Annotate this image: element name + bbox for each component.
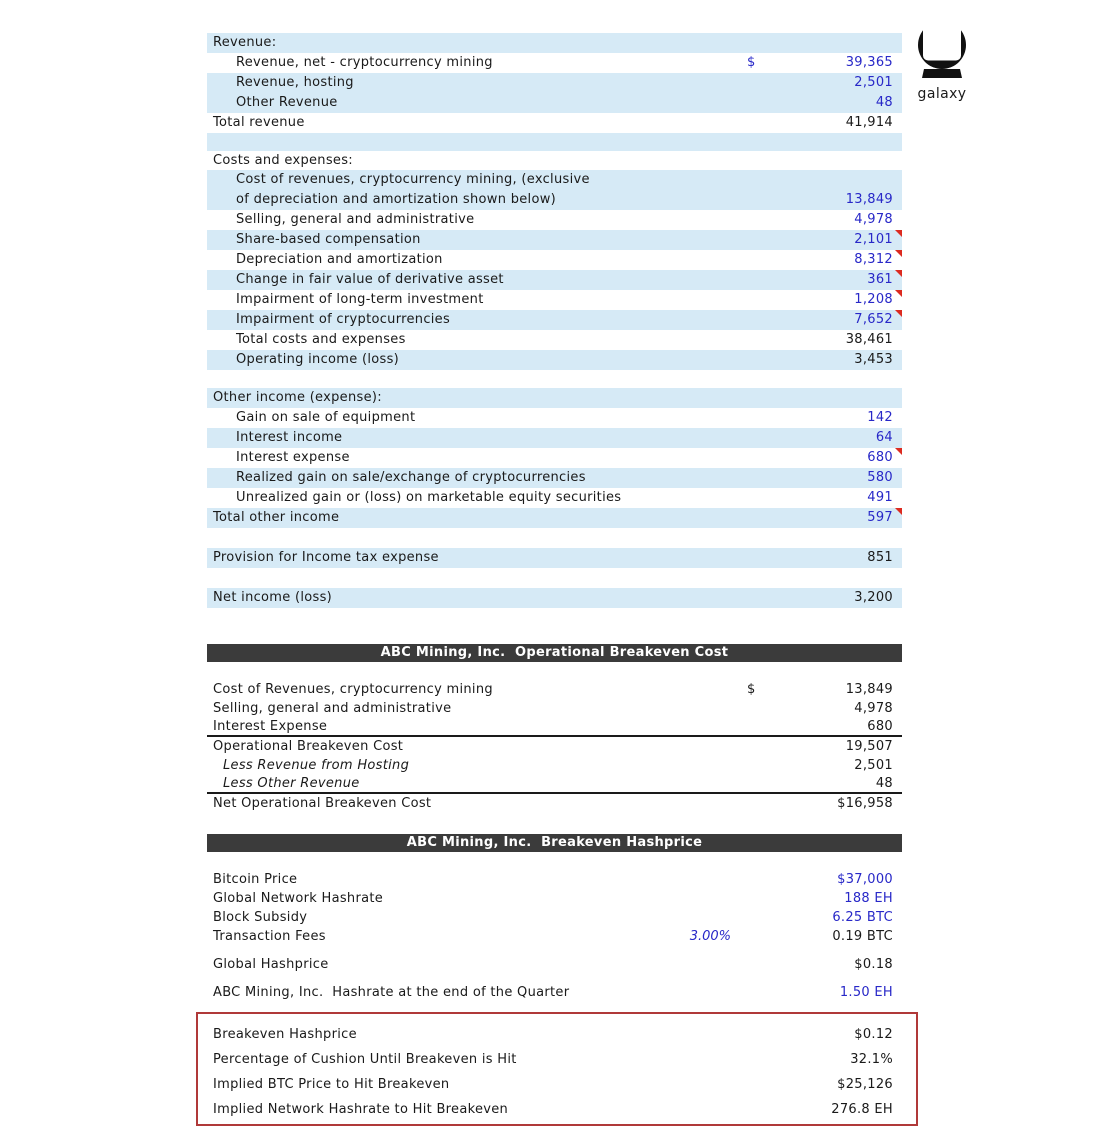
statement-row — [207, 33, 902, 53]
statement-row — [207, 270, 902, 290]
statement-row — [207, 699, 902, 718]
statement-row — [207, 488, 902, 508]
spacer-row — [207, 528, 902, 548]
statement-row — [207, 794, 902, 814]
spacer-row — [207, 662, 902, 680]
cell-label[interactable]: Revenue, net - cryptocurrency mining — [236, 55, 493, 70]
statement-row — [207, 428, 902, 448]
cell-label[interactable]: Realized gain on sale/exchange of cryptocurrencies — [236, 470, 586, 485]
statement-row — [207, 230, 902, 250]
cell-value[interactable]: 41,914 — [845, 115, 893, 130]
statement-row — [207, 870, 902, 889]
cell-label[interactable]: Total revenue — [213, 115, 305, 130]
cell-label[interactable]: Less Revenue from Hosting — [223, 757, 410, 773]
cell-label[interactable]: Global Hashprice — [213, 956, 329, 972]
spacer-row — [207, 814, 902, 834]
cell-label[interactable]: Net income (loss) — [213, 590, 333, 605]
statement-row — [207, 588, 902, 608]
statement-row — [207, 983, 902, 1002]
cell-value[interactable]: 48 — [875, 775, 893, 791]
cell-label[interactable]: Provision for Income tax expense — [213, 550, 439, 565]
cell-value[interactable]: 276.8 EH — [831, 1101, 893, 1117]
statement-row — [207, 448, 902, 468]
cell-label[interactable]: Transaction Fees — [213, 928, 326, 944]
cell-label[interactable]: Impairment of cryptocurrencies — [236, 312, 451, 327]
cell-value[interactable]: 851 — [867, 550, 893, 565]
section-header-bar: ABC Mining, Inc. Operational Breakeven Cost — [207, 644, 902, 662]
cell-label[interactable]: Impairment of long-term investment — [236, 292, 484, 307]
spacer-row — [207, 133, 902, 151]
statement-row — [198, 1097, 916, 1122]
statement-row — [207, 350, 902, 370]
spacer-row — [207, 370, 902, 388]
cell-value[interactable]: 39,365 — [845, 55, 893, 70]
statement-row — [198, 1047, 916, 1072]
cell-label[interactable]: Global Network Hashrate — [213, 890, 384, 906]
cell-label[interactable]: Unrealized gain or (loss) on marketable equity securities — [236, 490, 622, 505]
statement-row — [207, 908, 902, 927]
income-statement — [207, 33, 902, 1002]
cell-value[interactable]: 3,453 — [854, 352, 893, 367]
statement-row — [207, 718, 902, 737]
cell-mid-value[interactable]: $ — [747, 681, 756, 697]
statement-row — [207, 330, 902, 350]
cell-value[interactable]: 2,501 — [854, 757, 893, 773]
cell-value[interactable]: 0.19 BTC — [832, 928, 893, 944]
cell-value[interactable]: $25,126 — [837, 1076, 893, 1092]
cell-label[interactable]: Other income (expense): — [213, 390, 382, 405]
cell-mid-value[interactable]: 3.00% — [689, 928, 731, 944]
statement-row — [207, 151, 902, 170]
galaxy-wordmark: galaxy — [917, 86, 967, 102]
cell-value[interactable]: 361 — [867, 272, 893, 287]
cell-label[interactable]: Interest Expense — [213, 718, 328, 734]
statement-row — [207, 680, 902, 699]
cell-value[interactable]: 2,101 — [854, 232, 893, 247]
cell-label[interactable]: Implied BTC Price to Hit Breakeven — [213, 1076, 450, 1092]
statement-row — [198, 1072, 916, 1097]
statement-row — [207, 310, 902, 330]
cell-label[interactable]: Revenue, hosting — [236, 75, 354, 90]
cell-value[interactable]: 3,200 — [854, 590, 893, 605]
cell-label[interactable]: Interest expense — [236, 450, 350, 465]
cell-value[interactable]: $37,000 — [837, 871, 893, 887]
cell-value[interactable]: 1.50 EH — [839, 984, 893, 1000]
cell-value[interactable]: 19,507 — [845, 738, 893, 754]
statement-row — [207, 756, 902, 775]
cell-value[interactable]: 64 — [875, 430, 893, 445]
cell-label[interactable]: Gain on sale of equipment — [236, 410, 416, 425]
cell-value[interactable]: 6.25 BTC — [832, 909, 893, 925]
galaxy-logo-icon — [916, 20, 968, 82]
cell-value[interactable]: 680 — [867, 450, 893, 465]
cell-label[interactable]: Interest income — [236, 430, 343, 445]
cell-value[interactable]: 38,461 — [845, 332, 893, 347]
cell-label[interactable]: Total other income — [213, 510, 340, 525]
statement-row — [207, 955, 902, 974]
statement-row — [207, 775, 902, 794]
statement-row — [207, 290, 902, 310]
galaxy-logo — [912, 20, 972, 102]
cell-value[interactable]: 48 — [875, 95, 893, 110]
cell-value[interactable]: 2,501 — [854, 75, 893, 90]
cell-value[interactable]: $0.12 — [854, 1026, 893, 1042]
cell-label[interactable]: Less Other Revenue — [223, 775, 360, 791]
cell-value[interactable]: 4,978 — [854, 700, 893, 716]
cell-label[interactable]: Total costs and expenses — [236, 332, 406, 347]
cell-value[interactable]: 8,312 — [854, 252, 893, 267]
cell-label[interactable]: Percentage of Cushion Until Breakeven is Hit — [213, 1051, 517, 1067]
cell-value[interactable]: 32.1% — [850, 1051, 893, 1067]
spacer-row — [207, 568, 902, 588]
cell-mid-value[interactable]: $ — [747, 55, 756, 70]
cell-label[interactable]: Selling, general and administrative — [213, 700, 452, 716]
cell-value[interactable]: $16,958 — [837, 796, 893, 811]
cell-value[interactable]: $0.18 — [854, 956, 893, 972]
cell-value[interactable]: 188 EH — [844, 890, 893, 906]
statement-row — [207, 170, 902, 210]
cell-value[interactable]: 580 — [867, 470, 893, 485]
cell-value[interactable]: 680 — [867, 718, 893, 734]
cell-label[interactable]: Cost of revenues, cryptocurrency mining, (exclusive — [236, 172, 590, 187]
statement-row — [207, 250, 902, 270]
cell-label[interactable]: Other Revenue — [236, 95, 338, 110]
statement-row — [207, 53, 902, 73]
cell-label[interactable]: Cost of Revenues, cryptocurrency mining — [213, 681, 493, 697]
cell-value[interactable]: 13,849 — [845, 192, 893, 207]
cell-value[interactable]: 491 — [867, 490, 893, 505]
cell-label[interactable]: ABC Mining, Inc. Hashrate at the end of the Quarter — [213, 984, 570, 1000]
statement-row — [207, 468, 902, 488]
cell-label[interactable]: Breakeven Hashprice — [213, 1026, 357, 1042]
cell-value[interactable]: 1,208 — [854, 292, 893, 307]
cell-label[interactable]: Bitcoin Price — [213, 871, 298, 887]
cell-label[interactable]: Share-based compensation — [236, 232, 421, 247]
cell-label[interactable]: Revenue: — [213, 35, 277, 50]
cell-value[interactable]: 7,652 — [854, 312, 893, 327]
cell-value[interactable]: 142 — [867, 410, 893, 425]
statement-row — [207, 210, 902, 230]
spacer-row — [207, 608, 902, 644]
cell-label[interactable]: of depreciation and amortization shown below) — [236, 192, 557, 207]
cell-value[interactable]: 13,849 — [845, 681, 893, 697]
statement-row — [207, 73, 902, 93]
cell-label[interactable]: Operational Breakeven Cost — [213, 738, 404, 754]
cell-label[interactable]: Block Subsidy — [213, 909, 308, 925]
cell-label[interactable]: Depreciation and amortization — [236, 252, 443, 267]
statement-row — [207, 927, 902, 946]
cell-value[interactable]: 4,978 — [854, 212, 893, 227]
statement-row — [198, 1022, 916, 1047]
breakeven-highlight-box — [196, 1012, 918, 1126]
cell-label[interactable]: Selling, general and administrative — [236, 212, 475, 227]
statement-row — [207, 388, 902, 408]
cell-label[interactable]: Implied Network Hashrate to Hit Breakeven — [213, 1101, 509, 1117]
section-header-bar: ABC Mining, Inc. Breakeven Hashprice — [207, 834, 902, 852]
cell-label[interactable]: Costs and expenses: — [213, 152, 353, 168]
statement-row — [207, 93, 902, 113]
cell-label[interactable]: Operating income (loss) — [236, 352, 400, 367]
statement-row — [207, 113, 902, 133]
statement-row — [207, 508, 902, 528]
statement-row — [207, 408, 902, 428]
statement-row — [207, 889, 902, 908]
cell-label[interactable]: Change in fair value of derivative asset — [236, 272, 504, 287]
cell-value[interactable]: 597 — [867, 510, 893, 525]
statement-row — [207, 548, 902, 568]
statement-row — [207, 737, 902, 756]
spacer-row — [207, 852, 902, 870]
cell-label[interactable]: Net Operational Breakeven Cost — [213, 796, 432, 811]
